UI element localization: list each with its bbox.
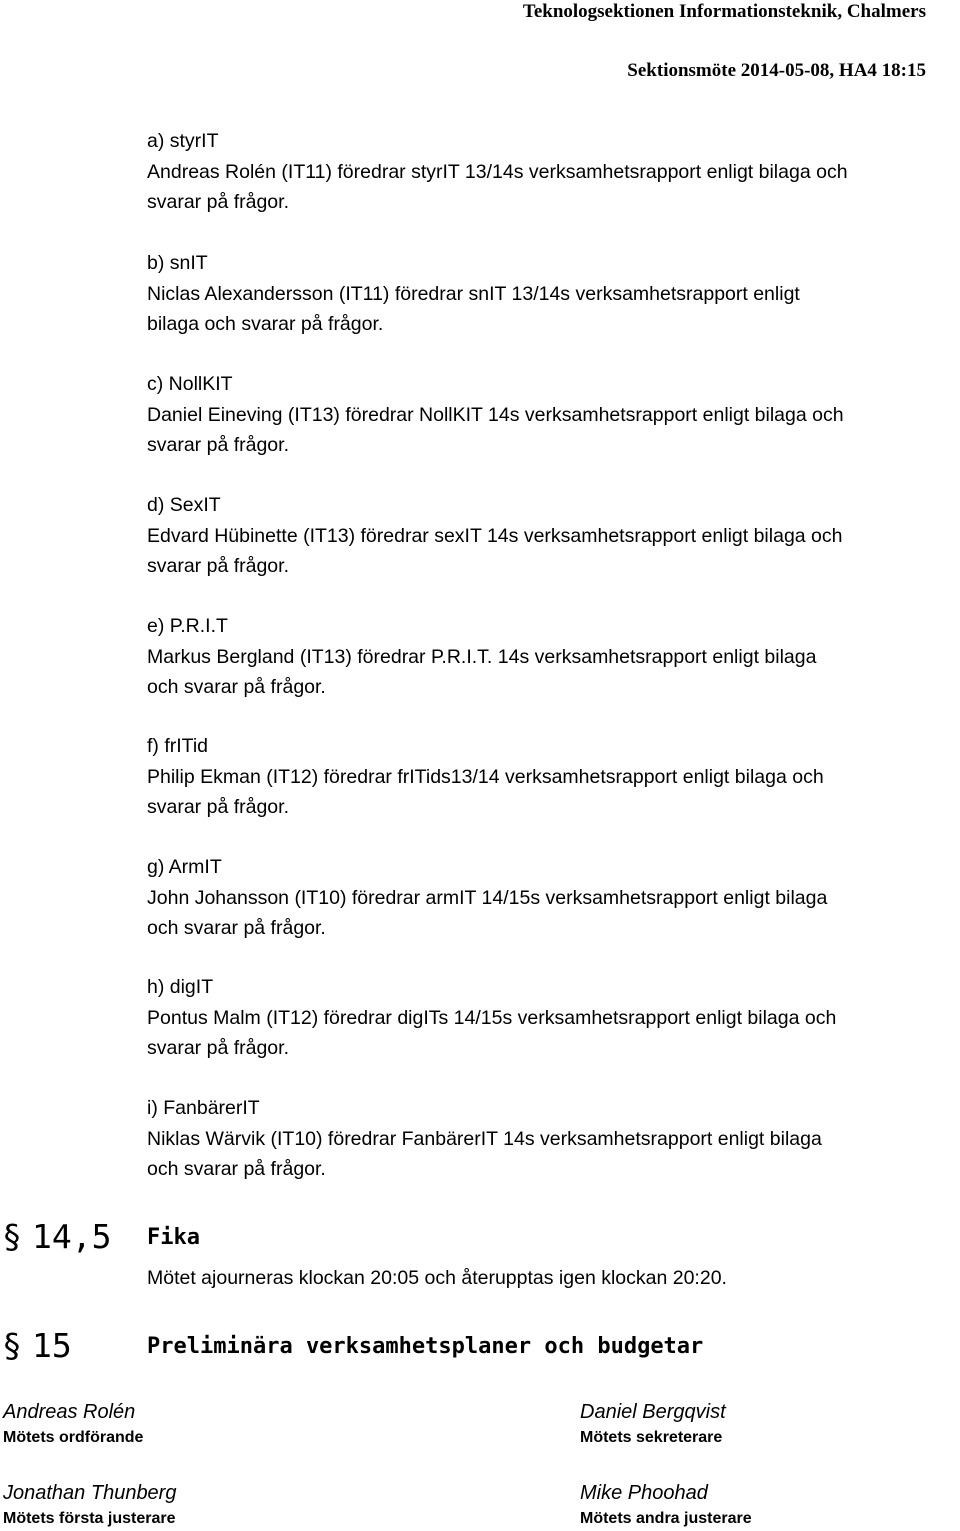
item-title: i) FanbärerIT <box>147 1097 260 1119</box>
agenda-item-prit <box>147 611 960 703</box>
signature-chair <box>3 1399 143 1449</box>
item-text-line: Markus Bergland (IT13) föredrar P.R.I.T. 14s verksamhetsrapport enligt bilaga <box>147 645 817 668</box>
agenda-item-nollkit <box>147 369 960 461</box>
item-text-line: Daniel Eineving (IT13) föredrar NollKIT 14s verksamhetsrapport enligt bilaga och <box>147 403 844 426</box>
item-text-line: Philip Ekman (IT12) föredrar frITids13/14 verksamhetsrapport enligt bilaga och <box>147 765 824 788</box>
section-14-5-heading <box>0 1217 960 1261</box>
signature-name: Jonathan Thunberg <box>3 1482 177 1504</box>
signature-name: Daniel Bergqvist <box>580 1401 726 1423</box>
item-text-line: svarar på frågor. <box>147 796 289 818</box>
signature-role: Mötets sekreterare <box>580 1429 723 1446</box>
item-title: f) frITid <box>147 735 209 757</box>
item-text-line: John Johansson (IT10) föredrar armIT 14/15s verksamhetsrapport enligt bilaga <box>147 886 828 909</box>
agenda-item-styrit <box>147 126 960 218</box>
section-14-5-text: Mötet ajourneras klockan 20:05 och återupptas igen klockan 20:20. <box>147 1267 727 1289</box>
section-15-heading <box>0 1326 960 1370</box>
item-title: c) NollKIT <box>147 373 233 395</box>
section-title: Preliminära verksamhetsplaner och budgetar <box>147 1334 704 1359</box>
item-title: e) P.R.I.T <box>147 615 228 637</box>
signature-second-adjuster <box>580 1480 752 1530</box>
header-meeting-info: Sektionsmöte 2014-05-08, HA4 18:15 <box>627 60 926 81</box>
item-text-line: och svarar på frågor. <box>147 676 326 698</box>
item-text-line: Niclas Alexandersson (IT11) föredrar snIT 13/14s verksamhetsrapport enligt <box>147 282 800 305</box>
item-title: a) styrIT <box>147 130 219 152</box>
item-title: d) SexIT <box>147 494 221 516</box>
item-text-line: svarar på frågor. <box>147 191 289 213</box>
agenda-item-sexit <box>147 490 960 582</box>
item-text-line: bilaga och svarar på frågor. <box>147 313 384 335</box>
header-organization: Teknologsektionen Informationsteknik, Chalmers <box>522 1 926 22</box>
signature-secretary <box>580 1399 726 1449</box>
item-text-line: Edvard Hübinette (IT13) föredrar sexIT 14s verksamhetsrapport enligt bilaga och <box>147 524 843 547</box>
item-text-line: svarar på frågor. <box>147 434 289 456</box>
signature-name: Mike Phoohad <box>580 1482 708 1504</box>
item-title: g) ArmIT <box>147 856 222 878</box>
item-title: h) digIT <box>147 976 214 998</box>
section-symbol: § <box>2 1217 22 1256</box>
item-text-line: och svarar på frågor. <box>147 917 326 939</box>
agenda-item-fritid <box>147 731 960 823</box>
section-number: 15 <box>32 1326 72 1365</box>
section-title: Fika <box>147 1225 200 1250</box>
item-text-line: Pontus Malm (IT12) föredrar digITs 14/15s verksamhetsrapport enligt bilaga och <box>147 1006 837 1029</box>
signature-first-adjuster <box>3 1480 176 1530</box>
section-symbol: § <box>2 1326 22 1365</box>
item-text-line: Niklas Wärvik (IT10) föredrar FanbärerIT 14s verksamhetsrapport enligt bilaga <box>147 1127 822 1150</box>
item-text-line: svarar på frågor. <box>147 1037 289 1059</box>
signature-role: Mötets första justerare <box>3 1510 176 1527</box>
item-text-line: svarar på frågor. <box>147 555 289 577</box>
signature-name: Andreas Rolén <box>3 1401 136 1423</box>
agenda-item-armit <box>147 852 960 944</box>
item-text-line: Andreas Rolén (IT11) föredrar styrIT 13/14s verksamhetsrapport enligt bilaga och <box>147 160 848 183</box>
item-text-line: och svarar på frågor. <box>147 1158 326 1180</box>
signature-role: Mötets ordförande <box>3 1429 144 1446</box>
section-number: 14,5 <box>32 1217 112 1256</box>
item-title: b) snIT <box>147 252 208 274</box>
agenda-item-snit <box>147 248 960 340</box>
agenda-item-digit <box>147 972 960 1064</box>
signature-role: Mötets andra justerare <box>580 1510 752 1527</box>
agenda-item-fanbarerit <box>147 1093 960 1185</box>
